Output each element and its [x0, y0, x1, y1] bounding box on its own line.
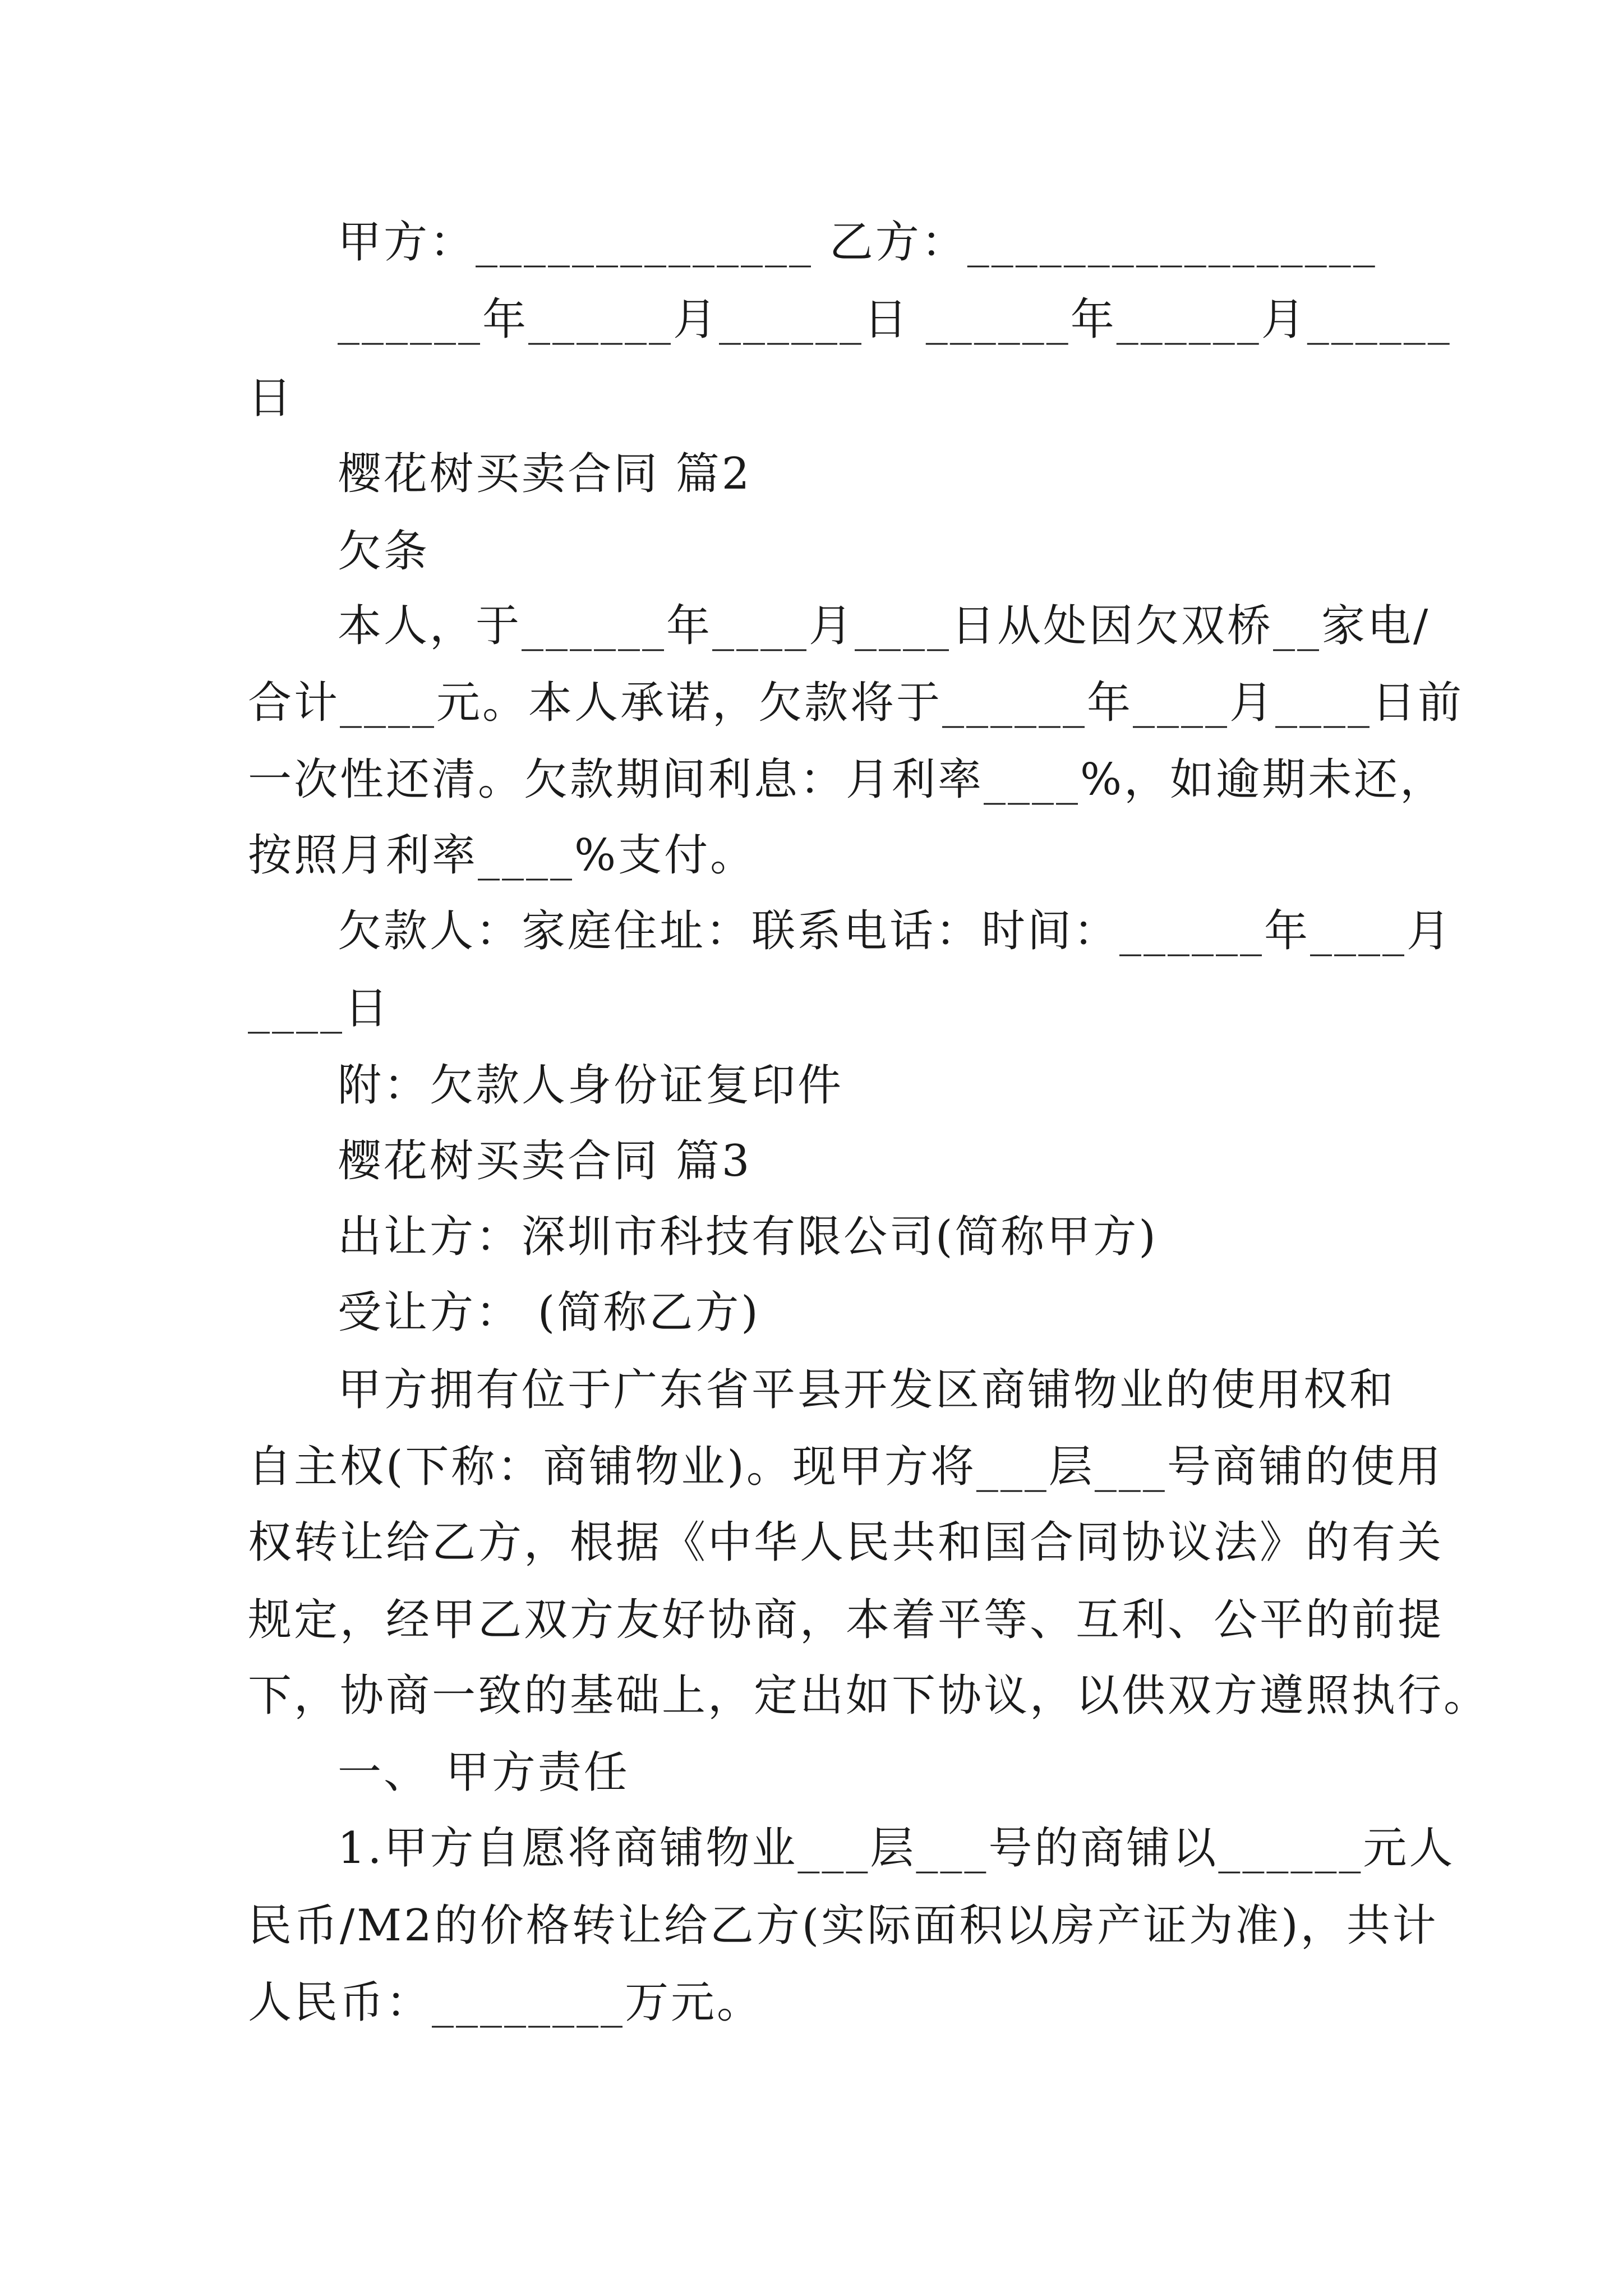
clause-item-line: 人民币：________万元。 — [248, 1977, 763, 2028]
clause-item-line: 民币/M2的价格转让给乙方(实际面积以房产证为准)，共计 — [248, 1901, 1438, 1951]
iou-paragraph-line: 按照月利率____%支付。 — [248, 830, 757, 881]
transferee-line: 受让方： (简称乙方) — [338, 1287, 760, 1338]
iou-heading: 欠条 — [338, 526, 430, 577]
iou-paragraph-line: 一次性还清。欠款期间利息：月利率____%，如逾期未还， — [248, 754, 1446, 805]
signature-parties-line: 甲方：______________ 乙方：_________________ — [338, 217, 1377, 268]
debtor-info-line-end: ____日 — [248, 983, 391, 1034]
section-title-part3: 樱花树买卖合同 篇3 — [338, 1136, 752, 1186]
contract-paragraph-line: 权转让给乙方，根据《中华人民共和国合同协议法》的有关 — [248, 1517, 1444, 1568]
attachment-note: 附：欠款人身份证复印件 — [338, 1060, 844, 1111]
contract-paragraph-line: 自主权(下称：商铺物业)。现甲方将___层___号商铺的使用 — [248, 1442, 1443, 1492]
clause-heading-party-a: 一、 甲方责任 — [338, 1747, 630, 1798]
signature-dates-line: ______年______月______日 ______年______月______ — [338, 295, 1452, 345]
contract-paragraph-line: 下，协商一致的基础上，定出如下协议，以供双方遵照执行。 — [248, 1671, 1490, 1721]
debtor-info-line: 欠款人：家庭住址：联系电话：时间：______年____月 — [338, 906, 1453, 956]
contract-paragraph-line: 规定，经甲乙双方友好协商，本着平等、互利、公平的前提 — [248, 1595, 1444, 1645]
contract-paragraph-line: 甲方拥有位于广东省平县开发区商铺物业的使用权和 — [338, 1365, 1396, 1415]
transferor-line: 出让方：深圳市科技有限公司(简称甲方) — [338, 1212, 1158, 1262]
clause-item-line: 1.甲方自愿将商铺物业___层___号的商铺以______元人 — [338, 1823, 1455, 1874]
signature-dates-line-end: 日 — [248, 373, 294, 424]
iou-paragraph-line: 本人，于______年____月____日从处因欠双桥__家电/ — [338, 601, 1431, 651]
iou-paragraph-line: 合计____元。本人承诺，欠款将于______年____月____日前 — [248, 678, 1464, 728]
section-title-part2: 樱花树买卖合同 篇2 — [338, 449, 752, 499]
